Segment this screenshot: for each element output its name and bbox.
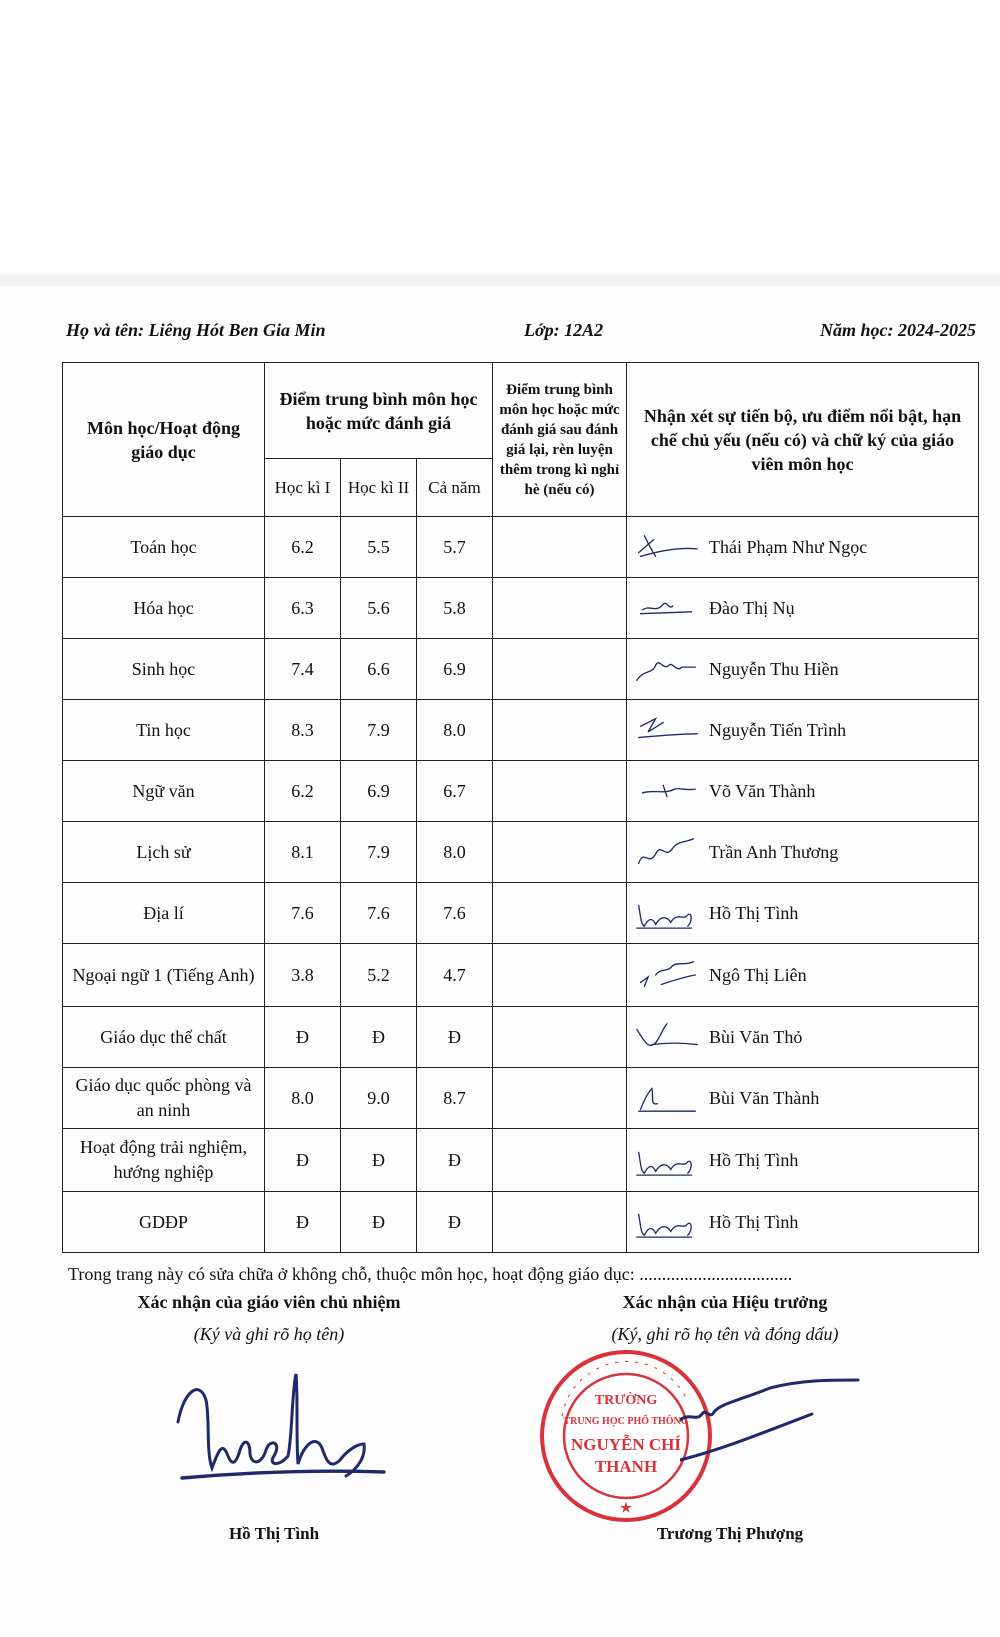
retest-cell [493,1068,627,1129]
term2-cell: 6.6 [341,639,417,700]
teacher-signature [633,835,701,869]
term2-cell: 5.5 [341,517,417,578]
grade-row [63,700,979,761]
svg-text:TRUNG HỌC PHỔ THÔNG: TRUNG HỌC PHỔ THÔNG [563,1416,689,1427]
teacher-signature [633,1081,701,1115]
teacher-name: Ngô Thị Liên [709,964,807,985]
retest-cell [493,1192,627,1253]
grade-row [63,761,979,822]
term2-cell: 7.6 [341,883,417,944]
subject-cell: Hóa học [63,578,265,639]
grade-row [63,639,979,700]
subject-cell: Ngữ văn [63,761,265,822]
grade-row [63,883,979,944]
subject-cell: Sinh học [63,639,265,700]
student-name: Họ và tên: Liêng Hót Ben Gia Min [66,320,326,340]
subject-cell: Toán học [63,517,265,578]
header-retest: Điểm trung bình môn học hoặc mức đánh giá sau đánh giá lại, rèn luyện thêm trong kì nghỉ hè (nếu có) [493,363,627,517]
teacher-name: Hồ Thị Tình [709,1211,799,1232]
teacher-comment-cell [627,517,979,578]
blank-top-area [0,0,1000,274]
term2-cell: 5.2 [341,944,417,1007]
principal-confirm-note: (Ký, ghi rõ họ tên và đóng dấu) [611,1324,839,1344]
term1-cell: 6.2 [265,761,341,822]
year-cell: Đ [417,1007,493,1068]
teacher-comment-cell [627,1068,979,1129]
principal-signature [680,1372,860,1472]
teacher-name: Nguyễn Thu Hiền [709,658,839,679]
correction-note: Trong trang này có sửa chữa ở không chỗ, thuộc môn học, hoạt động giáo dục: .................................. [68,1264,793,1284]
header-comment: Nhận xét sự tiến bộ, ưu điểm nổi bật, hạn chế chủ yếu (nếu có) và chữ ký của giáo viên môn học [627,363,979,517]
year-cell: Đ [417,1129,493,1192]
teacher-comment-cell [627,883,979,944]
term1-cell: 7.4 [265,639,341,700]
year-cell: Đ [417,1192,493,1253]
teacher-comment-cell [627,761,979,822]
term2-cell: 9.0 [341,1068,417,1129]
grade-row [63,517,979,578]
subject-cell: Hoạt động trải nghiệm, hướng nghiệp [63,1129,265,1192]
teacher-name: Thái Phạm Như Ngọc [709,536,868,557]
year-cell: 8.0 [417,822,493,883]
teacher-signature [633,1205,701,1239]
grade-row [63,578,979,639]
teacher-name: Bùi Văn Thỏ [709,1026,803,1047]
year-cell: 6.9 [417,639,493,700]
term1-cell: Đ [265,1192,341,1253]
teacher-comment-cell [627,700,979,761]
teacher-name: Đào Thị Nụ [709,597,795,618]
retest-cell [493,883,627,944]
retest-cell [493,822,627,883]
retest-cell [493,639,627,700]
term1-cell: Đ [265,1129,341,1192]
header-term1: Học kì I [265,459,341,517]
grade-row [63,944,979,1007]
retest-cell [493,944,627,1007]
retest-cell [493,578,627,639]
subject-cell: Giáo dục quốc phòng và an ninh [63,1068,265,1129]
teacher-comment-cell [627,1192,979,1253]
teacher-signature [633,1020,701,1054]
subject-cell: Ngoại ngữ 1 (Tiếng Anh) [63,944,265,1007]
header-term2: Học kì II [341,459,417,517]
homeroom-confirm-title: Xác nhận của giáo viên chủ nhiệm [137,1292,401,1312]
term1-cell: 8.0 [265,1068,341,1129]
year-cell: 8.7 [417,1068,493,1129]
grade-row [63,1007,979,1068]
homeroom-confirm-note: (Ký và ghi rõ họ tên) [193,1324,345,1344]
teacher-name: Võ Văn Thành [709,780,816,801]
teacher-comment-cell [627,1129,979,1192]
grade-row [63,1192,979,1253]
principal-name: Trương Thị Phượng [656,1524,804,1543]
teacher-name: Hồ Thị Tình [709,902,799,923]
svg-text:NGUYỄN CHÍ: NGUYỄN CHÍ [570,1435,682,1454]
term1-cell: 7.6 [265,883,341,944]
year-cell: 6.7 [417,761,493,822]
subject-cell: GDĐP [63,1192,265,1253]
teacher-comment-cell [627,639,979,700]
term1-cell: 8.1 [265,822,341,883]
teacher-signature [633,713,701,747]
principal-confirm-title: Xác nhận của Hiệu trưởng [622,1292,828,1312]
grade-row [63,822,979,883]
teacher-name: Trần Anh Thương [709,841,839,862]
term1-cell: Đ [265,1007,341,1068]
subject-cell: Lịch sử [63,822,265,883]
svg-text:TRƯỜNG: TRƯỜNG [594,1393,658,1408]
teacher-name: Nguyễn Tiến Trình [709,719,847,740]
term2-cell: Đ [341,1007,417,1068]
term2-cell: Đ [341,1192,417,1253]
student-class: Lớp: 12A2 [524,320,604,340]
retest-cell [493,517,627,578]
school-year: Năm học: 2024-2025 [820,320,976,340]
subject-cell: Giáo dục thể chất [63,1007,265,1068]
year-cell: 7.6 [417,883,493,944]
teacher-comment-cell [627,822,979,883]
teacher-signature [633,774,701,808]
term1-cell: 6.3 [265,578,341,639]
term1-cell: 8.3 [265,700,341,761]
teacher-comment-cell [627,944,979,1007]
term1-cell: 3.8 [265,944,341,1007]
homeroom-signature [170,1360,400,1490]
year-cell: 5.7 [417,517,493,578]
term1-cell: 6.2 [265,517,341,578]
grade-row [63,1129,979,1192]
term2-cell: 5.6 [341,578,417,639]
teacher-signature [633,530,701,564]
header-average: Điểm trung bình môn học hoặc mức đánh giá [265,363,493,459]
retest-cell [493,761,627,822]
teacher-comment-cell [627,1007,979,1068]
svg-text:THANH: THANH [594,1457,658,1476]
page-separator [0,274,1000,286]
grades-table [62,362,979,1253]
teacher-signature [633,1143,701,1177]
homeroom-teacher-name: Hồ Thị Tình [228,1524,320,1543]
subject-cell: Địa lí [63,883,265,944]
term2-cell: Đ [341,1129,417,1192]
teacher-name: Hồ Thị Tình [709,1149,799,1170]
grade-row [63,1068,979,1129]
year-cell: 4.7 [417,944,493,1007]
teacher-signature [633,652,701,686]
teacher-signature [633,958,701,992]
retest-cell [493,700,627,761]
teacher-signature [633,591,701,625]
year-cell: 5.8 [417,578,493,639]
header-subject: Môn học/Hoạt động giáo dục [63,363,265,517]
header-year: Cả năm [417,459,493,517]
subject-cell: Tin học [63,700,265,761]
svg-text:★: ★ [620,1500,632,1515]
term2-cell: 7.9 [341,822,417,883]
retest-cell [493,1129,627,1192]
term2-cell: 6.9 [341,761,417,822]
teacher-comment-cell [627,578,979,639]
year-cell: 8.0 [417,700,493,761]
teacher-signature [633,896,701,930]
teacher-name: Bùi Văn Thành [709,1087,820,1108]
retest-cell [493,1007,627,1068]
term2-cell: 7.9 [341,700,417,761]
